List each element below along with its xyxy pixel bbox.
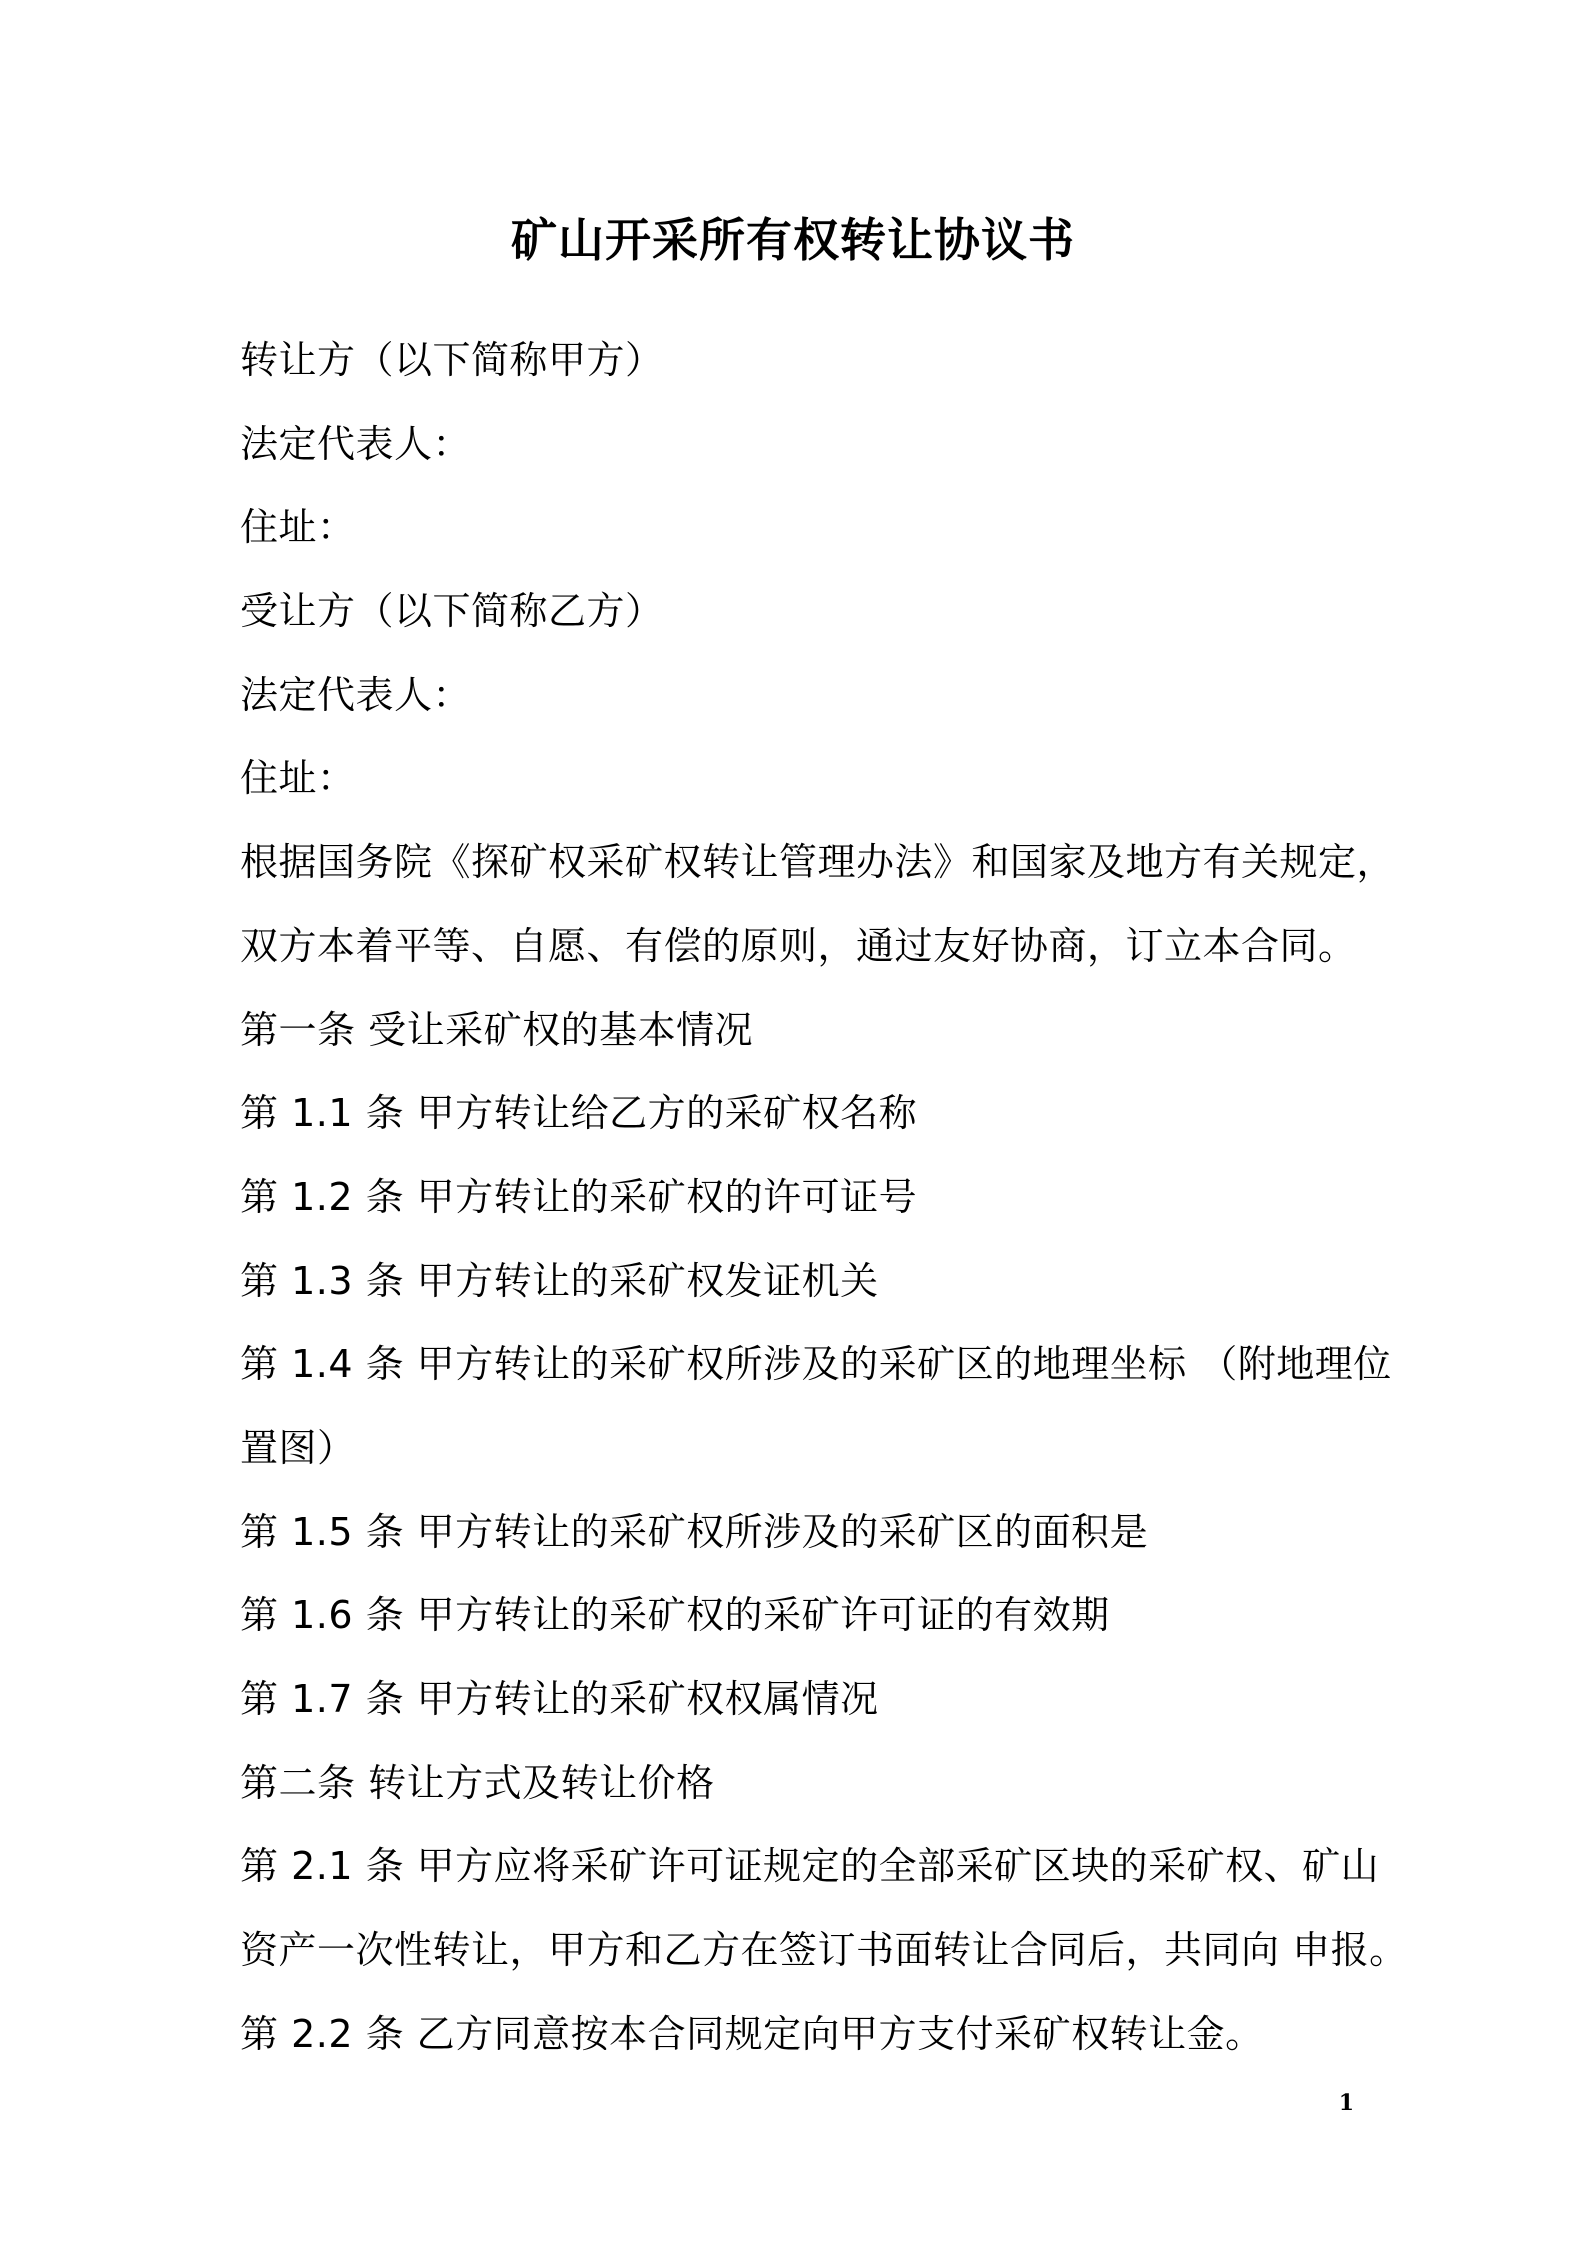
clause-line: 第 2.2 条 乙方同意按本合同规定向甲方支付采矿权转让金。 [240, 2011, 1264, 2056]
text-line: 根据国务院《探矿权采矿权转让管理办法》和国家及地方有关规定， [240, 840, 1396, 885]
clause-line: 置图） [240, 1425, 356, 1470]
text-line: 双方本着平等、自愿、有偿的原则，通过友好协商，订立本合同。 [240, 923, 1357, 968]
text-line: 住址： [240, 505, 356, 550]
clause-line: 第 1.2 条 甲方转让的采矿权的许可证号 [240, 1174, 918, 1219]
clause-line: 第 2.1 条 甲方应将采矿许可证规定的全部采矿区块的采矿权、矿山 [240, 1844, 1380, 1889]
text-line: 住址： [240, 756, 356, 801]
clause-line: 第 1.6 条 甲方转让的采矿权的采矿许可证的有效期 [240, 1593, 1110, 1638]
document-title: 矿山开采所有权转让协议书 [511, 213, 1075, 267]
clause-line: 资产一次性转让，甲方和乙方在签订书面转让合同后，共同向 申报。 [240, 1928, 1408, 1973]
clause-line: 第 1.5 条 甲方转让的采矿权所涉及的采矿区的面积是 [240, 1509, 1149, 1554]
text-line: 转让方（以下简称甲方） [240, 338, 664, 382]
section-heading: 第一条 受让采矿权的基本情况 [240, 1007, 754, 1052]
text-line: 法定代表人： [240, 672, 472, 717]
clause-line: 第 1.7 条 甲方转让的采矿权权属情况 [240, 1677, 879, 1721]
document-body [240, 319, 1408, 2076]
clause-line: 第 1.3 条 甲方转让的采矿权发证机关 [240, 1258, 879, 1303]
text-line: 法定代表人： [240, 421, 472, 466]
page-number: 1 [1338, 2090, 1354, 2116]
clause-line: 第 1.4 条 甲方转让的采矿权所涉及的采矿区的地理坐标 （附地理位 [240, 1342, 1392, 1387]
section-heading: 第二条 转让方式及转让价格 [240, 1760, 715, 1805]
clause-line: 第 1.1 条 甲方转让给乙方的采矿权名称 [240, 1091, 918, 1136]
text-line: 受让方（以下简称乙方） [240, 589, 664, 634]
